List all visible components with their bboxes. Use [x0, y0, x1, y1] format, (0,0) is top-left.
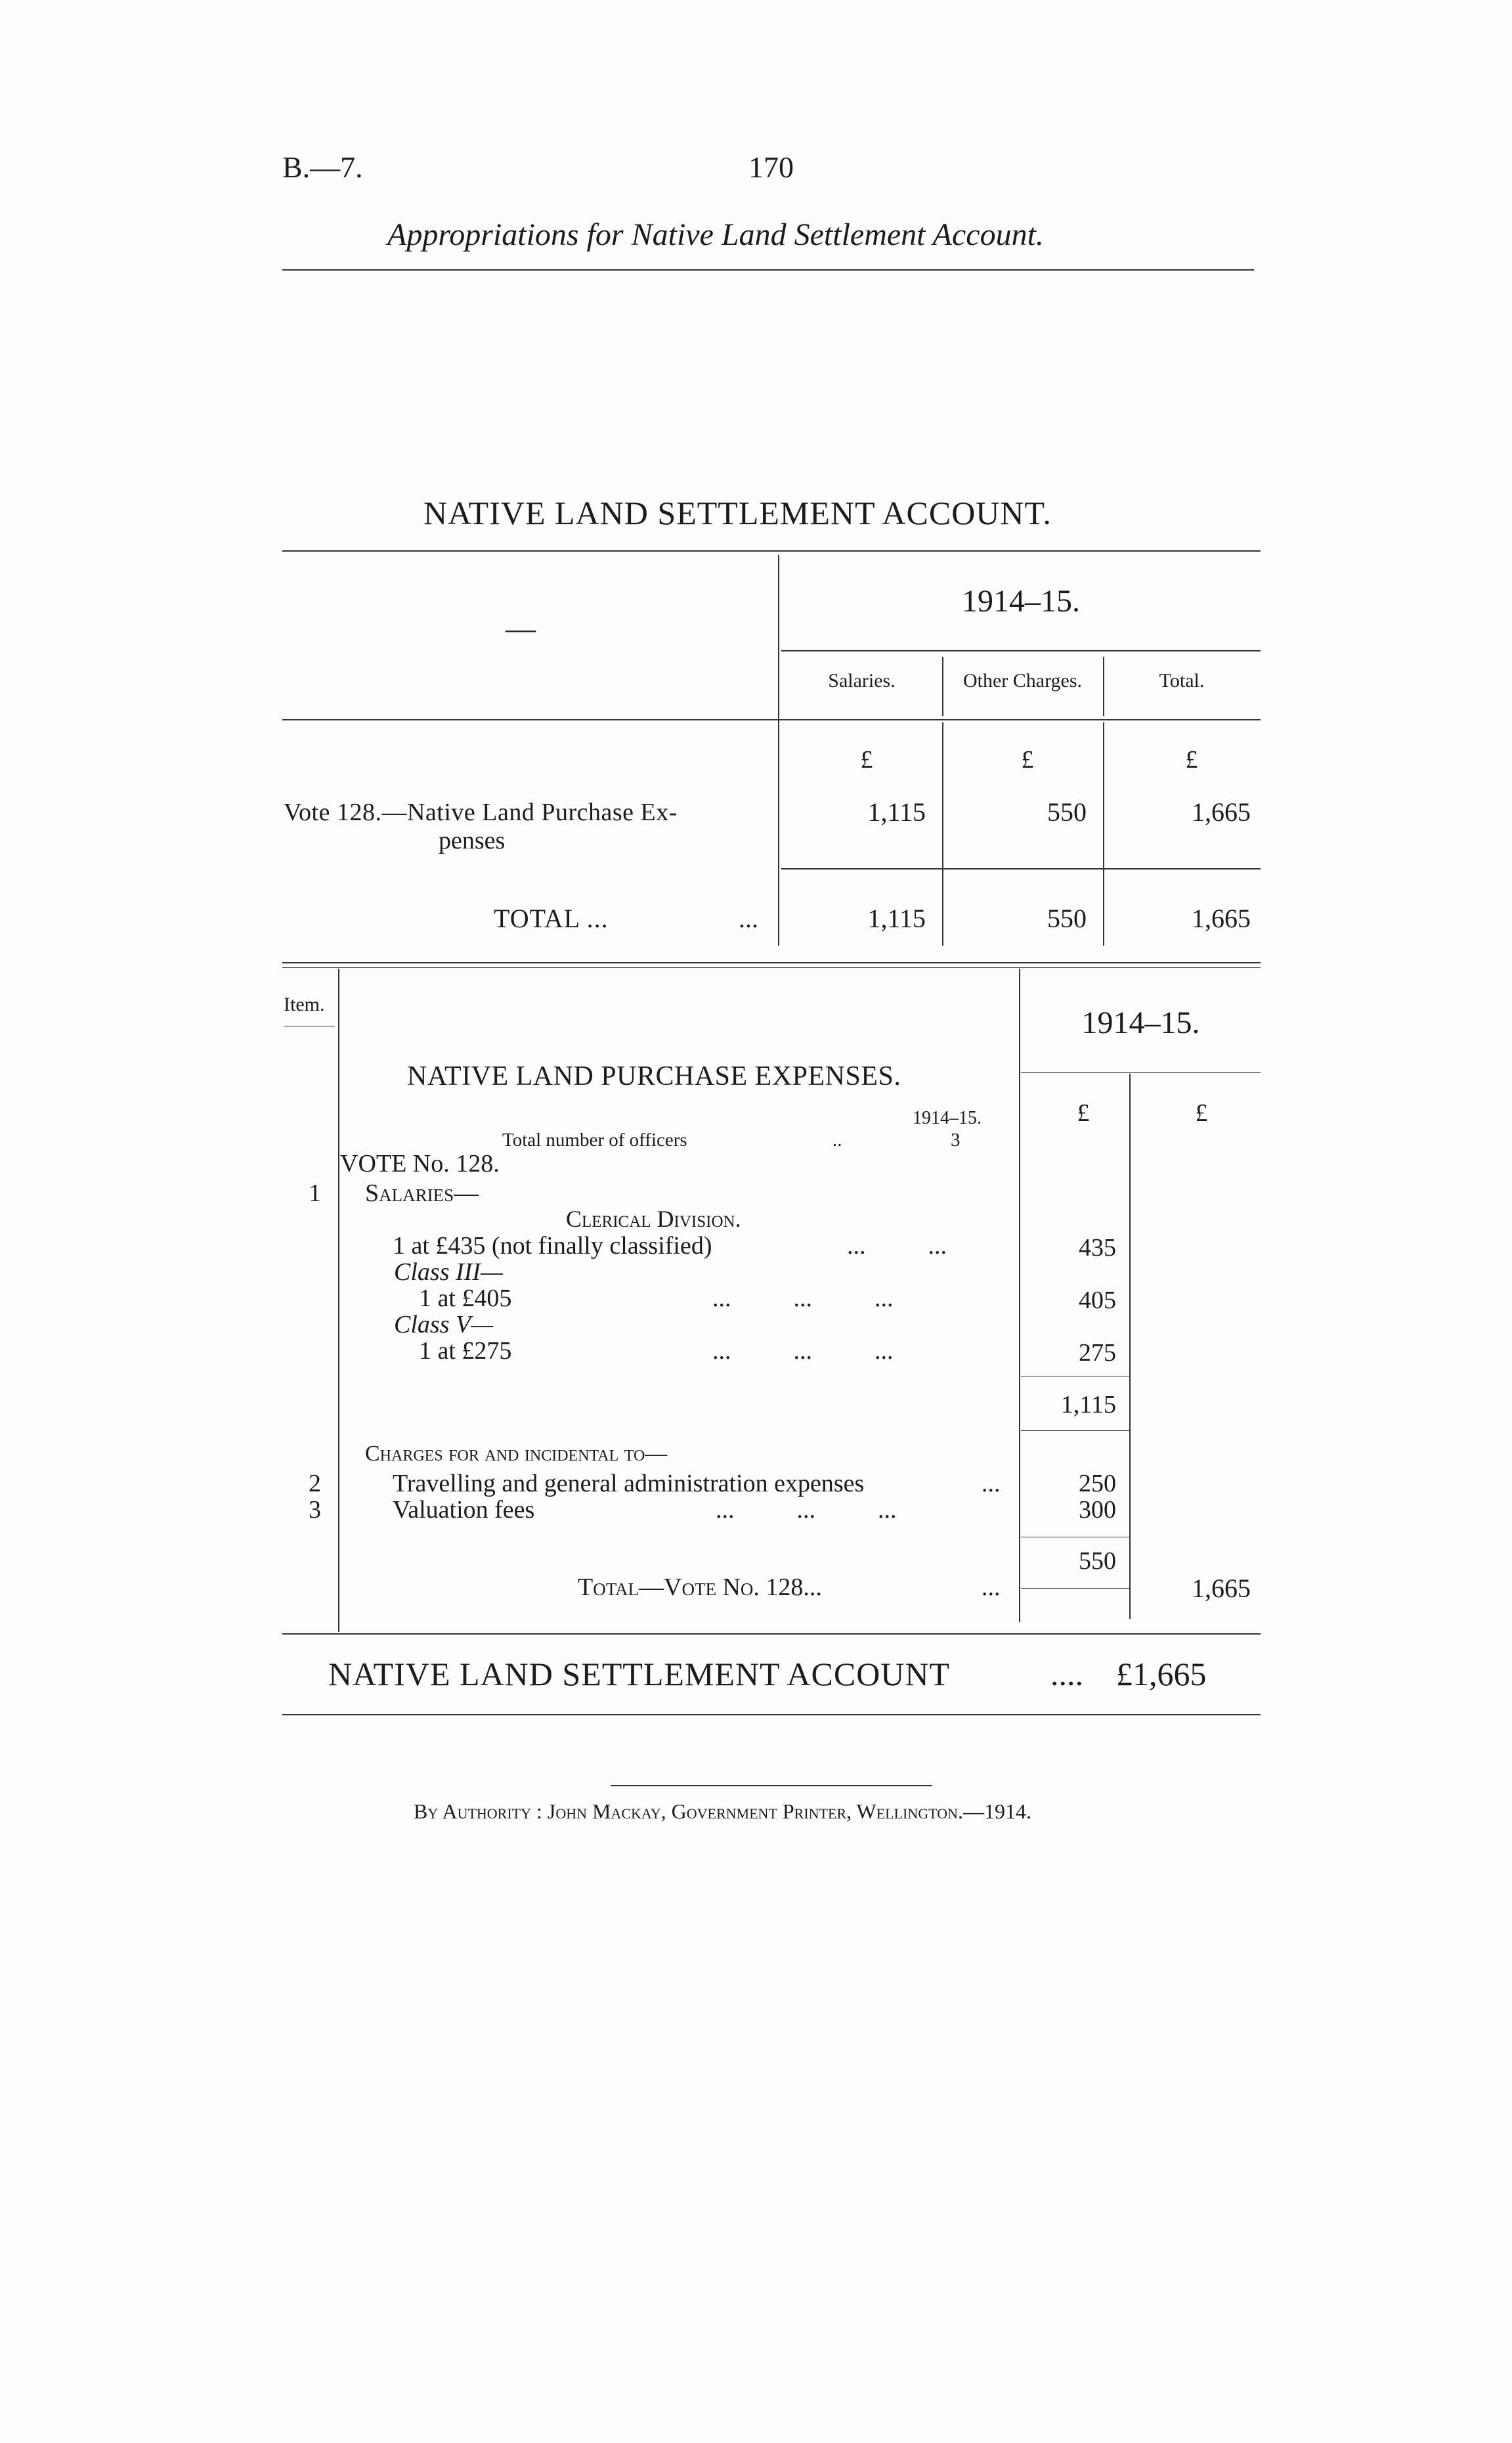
- summary-year: 1914–15.: [962, 584, 1080, 619]
- currency-salaries: £: [860, 746, 873, 774]
- vote-number: VOTE No. 128.: [340, 1150, 500, 1177]
- item-column-rule: [338, 969, 339, 1632]
- running-title: Appropriations for Native Land Settlement Account.: [387, 217, 1044, 252]
- officers-count: 3: [951, 1130, 961, 1151]
- vote-salaries-value: 1,115: [867, 797, 926, 827]
- summary-body-rule-2: [1103, 722, 1104, 946]
- summary-bottom-rule: [282, 962, 1261, 963]
- item-1-label: Salaries—: [365, 1179, 479, 1207]
- total-other-value: 550: [1047, 904, 1087, 933]
- clerical-division-heading: Clerical Division.: [566, 1206, 741, 1232]
- salary-line-405: 1 at £405: [419, 1285, 512, 1312]
- grand-total-rule: [282, 1714, 1261, 1715]
- vote-total-amount: 1,665: [1192, 1574, 1251, 1603]
- vote-total-label: Total—Vote No. 128...: [578, 1574, 822, 1601]
- section-title: NATIVE LAND PURCHASE EXPENSES.: [407, 1061, 901, 1091]
- charges-subtotal: 550: [1079, 1547, 1116, 1575]
- summary-total-label: TOTAL ...: [494, 904, 609, 933]
- detail-bottom-rule: [282, 1633, 1261, 1635]
- vote-total-value: 1,665: [1192, 797, 1251, 827]
- col-other-header: Other Charges.: [962, 670, 1083, 692]
- grand-total-dots: ....: [1050, 1656, 1083, 1692]
- currency-total-col: £: [1195, 1099, 1208, 1127]
- imprint-rule: [611, 1785, 932, 1786]
- header-rule: [282, 269, 1254, 271]
- summary-subtotal-rule: [781, 868, 1261, 869]
- salaries-subtotal-rule-bottom: [1021, 1430, 1129, 1431]
- item-2-label: Travelling and general administration expenses: [393, 1470, 865, 1497]
- summary-header-rule: [282, 719, 1261, 720]
- total-salaries-value: 1,115: [867, 904, 926, 933]
- officers-dots: ..: [832, 1130, 842, 1151]
- currency-amount: £: [1077, 1099, 1090, 1127]
- summary-total-dots: ...: [739, 904, 758, 933]
- amount-column-rule: [1019, 969, 1020, 1622]
- summary-body-rule-1: [942, 722, 943, 946]
- currency-total: £: [1185, 746, 1198, 774]
- salaries-subtotal: 1,115: [1060, 1391, 1116, 1419]
- item-3-amount: 300: [1079, 1496, 1116, 1524]
- vote-total-amount-rule: [1021, 1588, 1129, 1589]
- doc-reference: B.—7.: [282, 150, 363, 184]
- col-salaries-header: Salaries.: [828, 670, 896, 692]
- item-header: Item.: [284, 994, 325, 1015]
- item-3-number: 3: [309, 1496, 321, 1524]
- salary-amount-275: 275: [1079, 1339, 1116, 1367]
- total-total-value: 1,665: [1192, 904, 1251, 933]
- item-1-number: 1: [309, 1179, 321, 1207]
- class-v-heading: Class V—: [394, 1311, 493, 1338]
- salary-amount-405: 405: [1079, 1287, 1116, 1314]
- item-2-dots: ...: [982, 1470, 1001, 1497]
- officers-label: Total number of officers: [502, 1130, 687, 1151]
- salary-dots-405: ... ... ...: [712, 1285, 894, 1312]
- officers-year: 1914–15.: [913, 1108, 982, 1128]
- detail-year: 1914–15.: [1081, 1005, 1200, 1040]
- salary-line-435: 1 at £435 (not finally classified): [393, 1232, 712, 1260]
- salary-line-275: 1 at £275: [419, 1337, 512, 1365]
- summary-title: NATIVE LAND SETTLEMENT ACCOUNT.: [423, 495, 1052, 531]
- class-iii-heading: Class III—: [394, 1258, 503, 1286]
- item-2-number: 2: [309, 1470, 321, 1497]
- salary-amount-435: 435: [1079, 1234, 1116, 1262]
- grand-total-label: NATIVE LAND SETTLEMENT ACCOUNT: [328, 1656, 951, 1692]
- vote-total-dots: ...: [982, 1574, 1001, 1601]
- summary-year-rule: [781, 650, 1261, 651]
- summary-dash: —: [506, 611, 536, 645]
- vote-description-line2: penses: [439, 827, 506, 854]
- total-column-rule: [1129, 1074, 1131, 1619]
- charges-heading: Charges for and incidental to—: [365, 1442, 668, 1466]
- vote-other-value: 550: [1047, 797, 1087, 827]
- summary-divider: [778, 555, 779, 946]
- page-number: 170: [748, 150, 794, 184]
- item-3-dots: ... ... ...: [716, 1496, 897, 1524]
- item-2-amount: 250: [1079, 1470, 1116, 1497]
- salary-dots-435: ... ...: [847, 1232, 947, 1260]
- printer-imprint: By Authority : John Mackay, Government Printer, Wellington.—1914.: [414, 1799, 1031, 1823]
- grand-total-amount: £1,665: [1116, 1656, 1207, 1692]
- currency-other: £: [1021, 746, 1034, 774]
- salary-dots-275: ... ... ...: [712, 1337, 894, 1365]
- col-total-header: Total.: [1159, 670, 1205, 692]
- vote-description-line1: Vote 128.—Native Land Purchase Ex-: [284, 799, 678, 826]
- summary-top-rule: [282, 550, 1261, 552]
- detail-year-rule: [1021, 1072, 1261, 1073]
- summary-bottom-rule-2: [282, 967, 1261, 968]
- item-3-label: Valuation fees: [393, 1496, 535, 1524]
